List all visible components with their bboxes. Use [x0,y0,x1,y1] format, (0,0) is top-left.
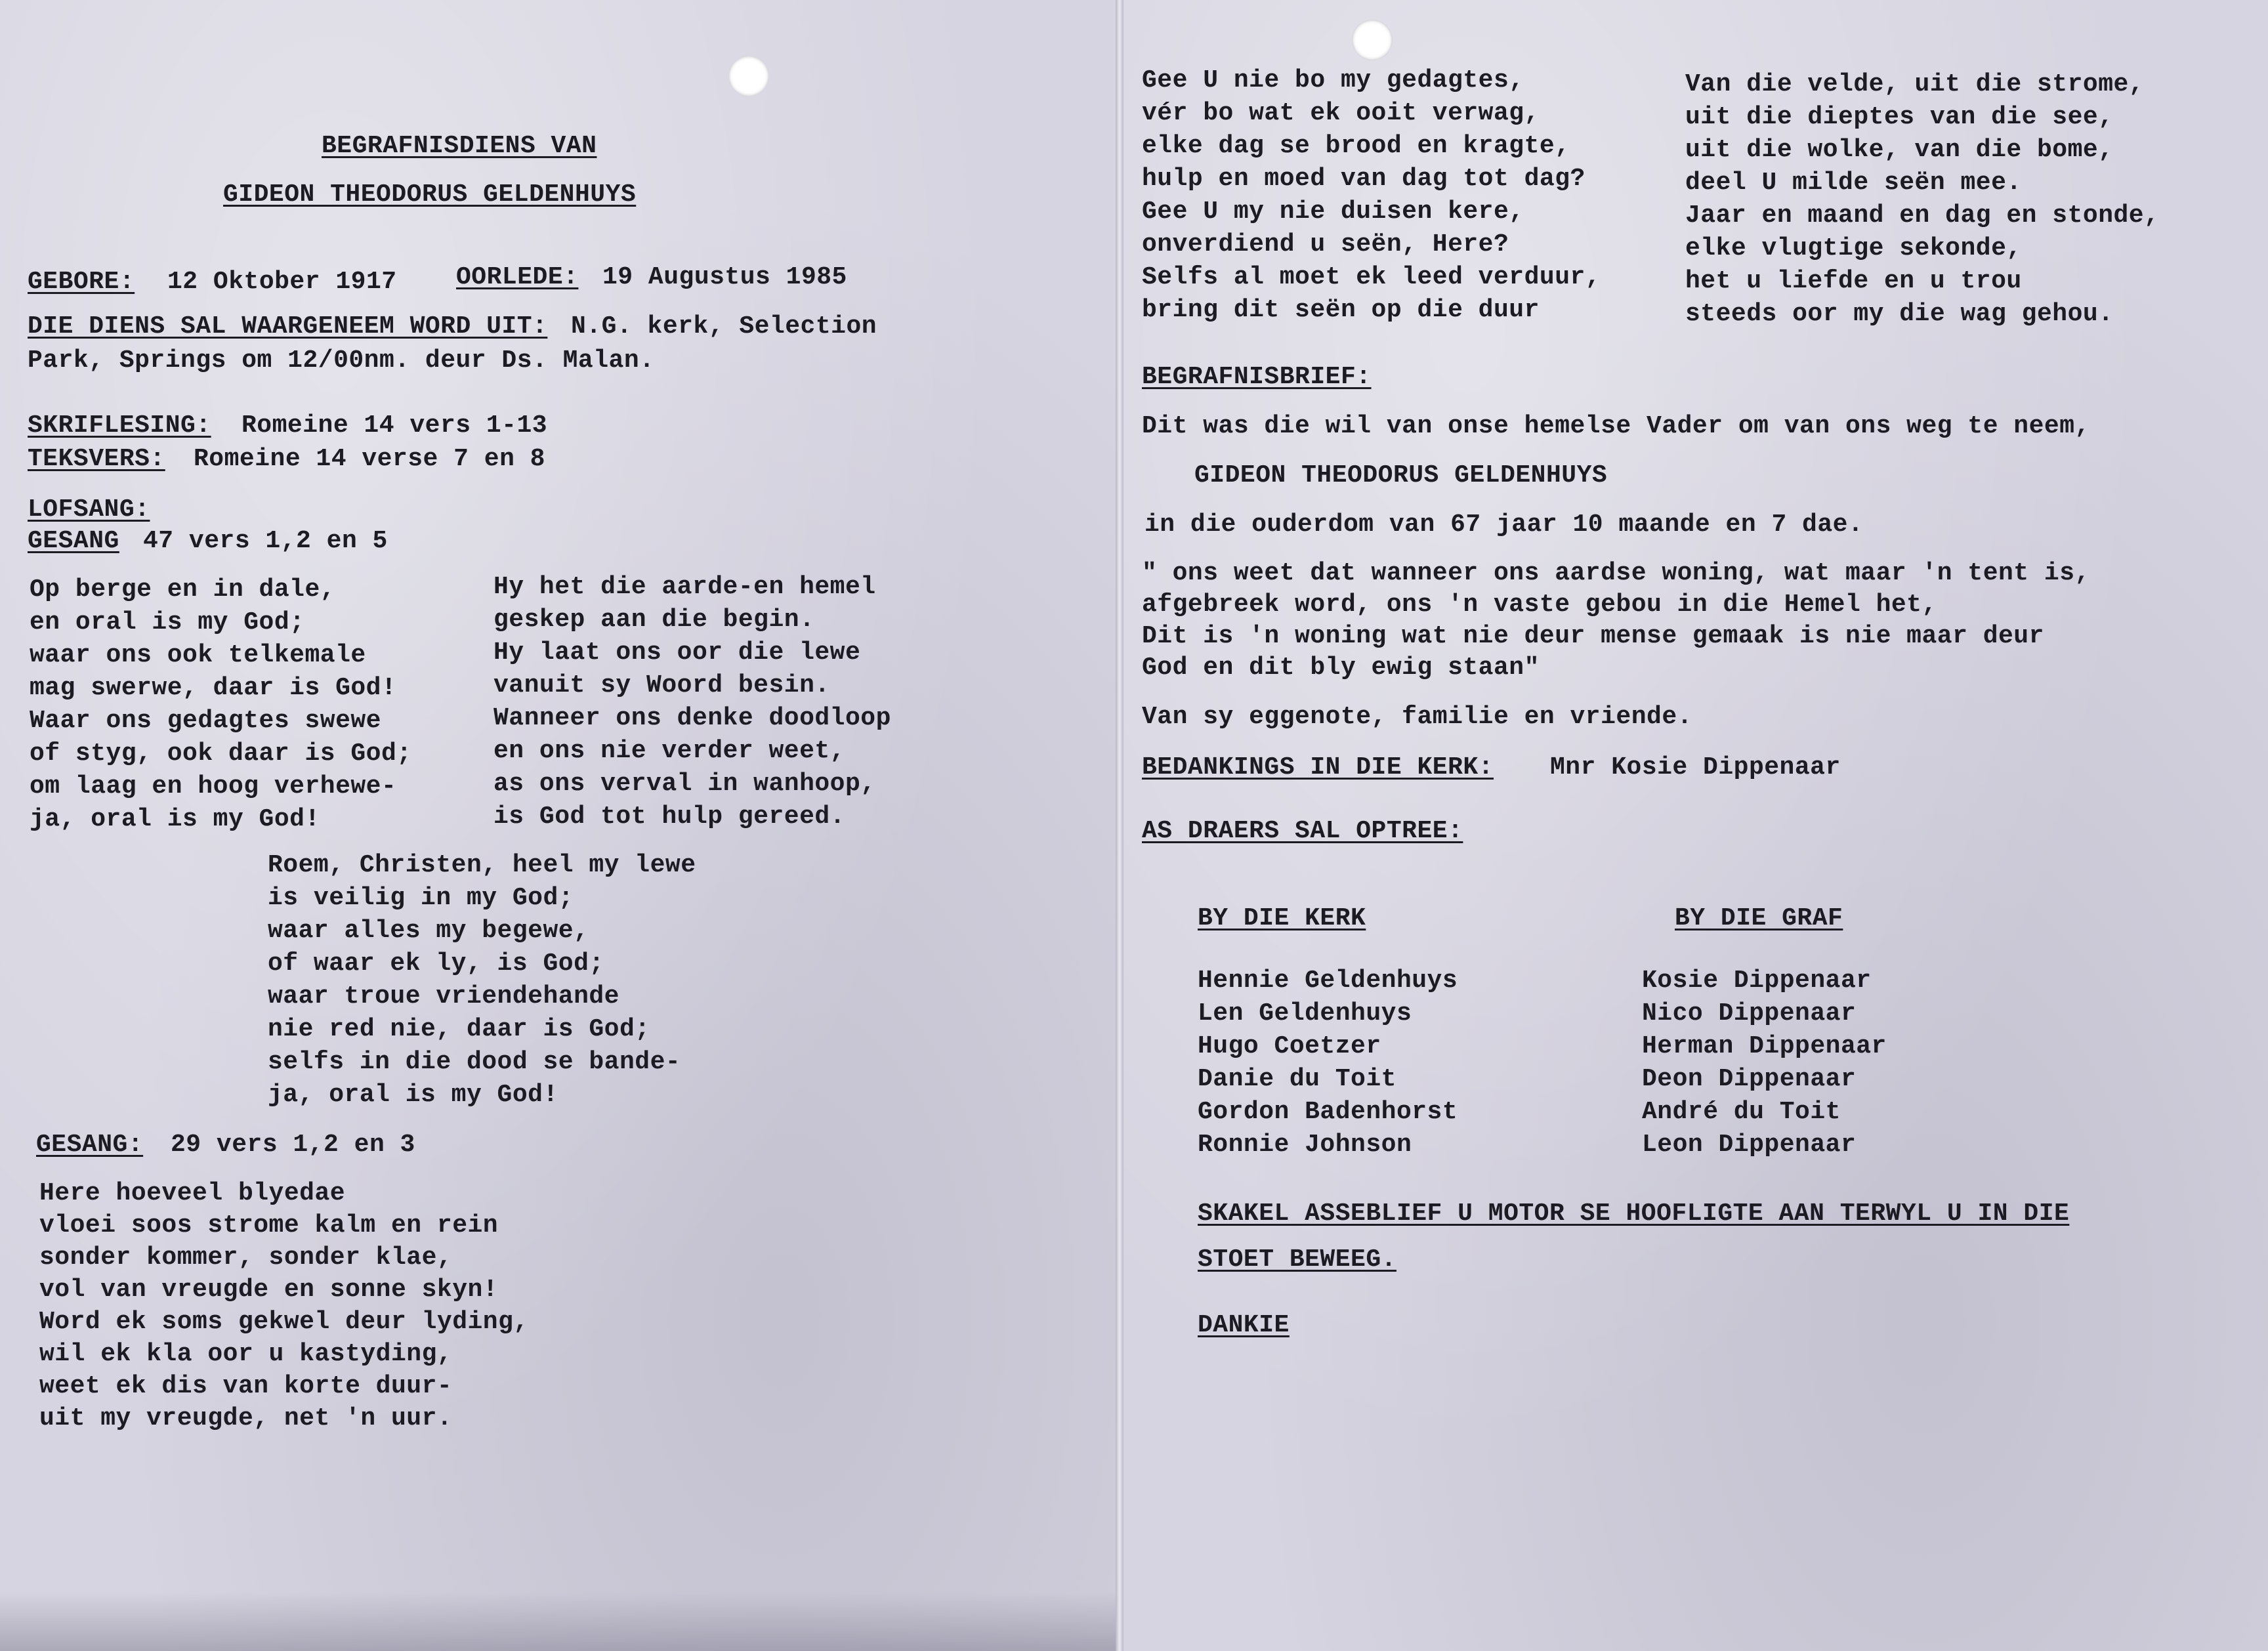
verse-line: waar alles my begewe, [268,917,589,945]
verse-line: mag swerwe, daar is God! [30,674,397,702]
right-page [1124,0,2268,1651]
bearer-name: Gordon Badenhorst [1198,1098,1458,1126]
verse-line: Word ek soms gekwel deur lyding, [39,1308,529,1336]
verse-line: hulp en moed van dag tot dag? [1142,165,1586,193]
church-thanks-value: Mnr Kosie Dippenaar [1550,753,1841,782]
service-location-value-2: Park, Springs om 12/00nm. deur Ds. Malan. [28,346,655,375]
verse-line: bring dit seën op die duur [1142,296,1540,324]
quote-line: " ons weet dat wanneer ons aardse woning, wat maar 'n tent is, [1142,559,2090,587]
hymn-2-verse-continued-left [1142,64,1601,327]
verse-line: elke vlugtige sekonde, [1685,234,2022,262]
born-date: 12 Oktober 1917 [167,268,397,296]
quote-line: Dit is 'n woning wat nie deur mense gemaak is nie maar deur [1142,622,2044,650]
verse-line: of waar ek ly, is God; [268,950,604,978]
hymn-1-verse-right [494,571,891,833]
verse-line: Wanneer ons denke doodloop [494,704,891,732]
verse-line: het u liefde en u trou [1685,267,2022,295]
bearer-name: Nico Dippenaar [1642,999,1857,1028]
bearer-name: Herman Dippenaar [1642,1032,1887,1060]
verse-line: Roem, Christen, heel my lewe [268,851,696,879]
verse-line: vol van vreugde en sonne skyn! [39,1276,499,1304]
text-verse-value: Romeine 14 verse 7 en 8 [194,445,545,473]
verse-line: uit my vreugde, net 'n uur. [39,1404,453,1432]
bearer-name: Deon Dippenaar [1642,1065,1857,1093]
bearer-name: Leon Dippenaar [1642,1131,1857,1159]
hymn-2-value: 29 vers 1,2 en 3 [171,1131,415,1159]
bearer-name: Danie du Toit [1198,1065,1396,1093]
verse-line: vanuit sy Woord besin. [494,671,830,700]
verse-line: Hy het die aarde-en hemel [494,573,876,601]
verse-line: Selfs al moet ek leed verduur, [1142,263,1601,291]
verse-line: is God tot hulp gereed. [494,803,845,831]
church-thanks-label: BEDANKINGS IN DIE KERK: [1142,753,1494,782]
punch-hole [1352,20,1393,60]
verse-line: vloei soos strome kalm en rein [39,1211,499,1240]
verse-line: Hy laat ons oor die lewe [494,638,861,667]
scripture-reading-value: Romeine 14 vers 1-13 [242,411,548,440]
verse-line: as ons verval in wanhoop, [494,770,876,798]
verse-line: is veilig in my God; [268,884,574,912]
text-verse-label: TEKSVERS: [28,445,165,473]
verse-line: steeds oor my die wag gehou. [1685,300,2114,328]
verse-line: om laag en hoog verhewe- [30,772,397,801]
verse-line: en ons nie verder weet, [494,737,845,765]
praise-label: LOFSANG: [28,495,150,524]
verse-line: waar troue vriendehande [268,982,620,1011]
hymn-1-verse-center [268,849,696,1112]
service-title: BEGRAFNISDIENS VAN [322,132,597,160]
church-bearers-heading: BY DIE KERK [1198,904,1366,932]
verse-line: uit die wolke, van die bome, [1685,136,2114,164]
hymn-1-verse-left [30,574,412,836]
verse-line: geskep aan die begin. [494,606,815,634]
verse-line: ja, oral is my God! [268,1081,558,1109]
verse-line: en oral is my God; [30,608,305,637]
verse-line: Jaar en maand en dag en stonde, [1685,201,2160,230]
verse-line: vér bo wat ek ooit verwag, [1142,99,1540,127]
hymn-2-verse [39,1177,529,1434]
grave-bearers-list [1642,965,1887,1161]
funeral-letter-label: BEGRAFNISBRIEF: [1142,363,1372,391]
scripture-quote [1142,558,2090,684]
verse-line: of styg, ook daar is God; [30,740,412,768]
grave-bearers-heading: BY DIE GRAF [1675,904,1843,932]
verse-line: Op berge en in dale, [30,575,336,604]
service-location-label: DIE DIENS SAL WAARGENEEM WORD UIT: [28,312,548,341]
verse-line: Here hoeveel blyedae [39,1179,346,1207]
funeral-letter-age: in die ouderdom van 67 jaar 10 maande en 7 dae. [1144,511,1864,539]
verse-line: waar ons ook telkemale [30,641,366,669]
scripture-reading-label: SKRIFLESING: [28,411,211,440]
born-label: GEBORE: [28,268,135,296]
verse-line: sonder kommer, sonder klae, [39,1243,453,1272]
verse-line: elke dag se brood en kragte, [1142,132,1570,160]
bearer-name: Hennie Geldenhuys [1198,967,1458,995]
funeral-letter-intro: Dit was die wil van onse hemelse Vader om van ons weg te neem, [1142,412,2090,440]
bearer-name: Len Geldenhuys [1198,999,1412,1028]
verse-line: onverdiend u seën, Here? [1142,230,1509,259]
bearer-name: Kosie Dippenaar [1642,967,1872,995]
bearer-name: Ronnie Johnson [1198,1131,1412,1159]
verse-line: ja, oral is my God! [30,805,320,833]
verse-line: Van die velde, uit die strome, [1685,70,2145,98]
hymn-2-verse-continued-right [1685,68,2159,331]
page-fold [1116,0,1124,1651]
deceased-name-title: GIDEON THEODORUS GELDENHUYS [223,180,637,209]
hymn-2-label: GESANG: [36,1131,144,1159]
headlights-notice-2: STOET BEWEEG. [1198,1245,1396,1274]
verse-line: Gee U nie bo my gedagtes, [1142,66,1524,94]
service-location-value: N.G. kerk, Selection [571,312,877,341]
bearer-name: André du Toit [1642,1098,1841,1126]
left-page [0,0,1116,1651]
verse-line: deel U milde seën mee. [1685,169,2022,197]
headlights-notice: SKAKEL ASSEBLIEF U MOTOR SE HOOFLIGTE AAN TERWYL U IN DIE [1198,1200,2070,1228]
pallbearers-label: AS DRAERS SAL OPTREE: [1142,817,1463,845]
verse-line: Waar ons gedagtes swewe [30,707,381,735]
quote-line: God en dit bly ewig staan" [1142,654,1540,682]
hymn-1-value: 47 vers 1,2 en 5 [143,527,388,555]
died-label: OORLEDE: [456,263,579,291]
verse-line: selfs in die dood se bande- [268,1048,681,1076]
verse-line: nie red nie, daar is God; [268,1015,650,1043]
bearer-name: Hugo Coetzer [1198,1032,1381,1060]
quote-line: afgebreek word, ons 'n vaste gebou in die Hemel het, [1142,591,1937,619]
verse-line: wil ek kla oor u kastyding, [39,1340,453,1368]
verse-line: uit die dieptes van die see, [1685,103,2114,131]
died-date: 19 Augustus 1985 [602,263,847,291]
verse-line: weet ek dis van korte duur- [39,1372,453,1400]
thank-you: DANKIE [1198,1311,1290,1339]
bottom-shadow [0,1592,1116,1651]
verse-line: Gee U my nie duisen kere, [1142,198,1524,226]
funeral-letter-name: GIDEON THEODORUS GELDENHUYS [1194,461,1608,490]
hymn-1-label: GESANG [28,527,119,555]
church-bearers-list [1198,965,1458,1161]
family-line: Van sy eggenote, familie en vriende. [1142,703,1692,731]
punch-hole [728,56,769,96]
